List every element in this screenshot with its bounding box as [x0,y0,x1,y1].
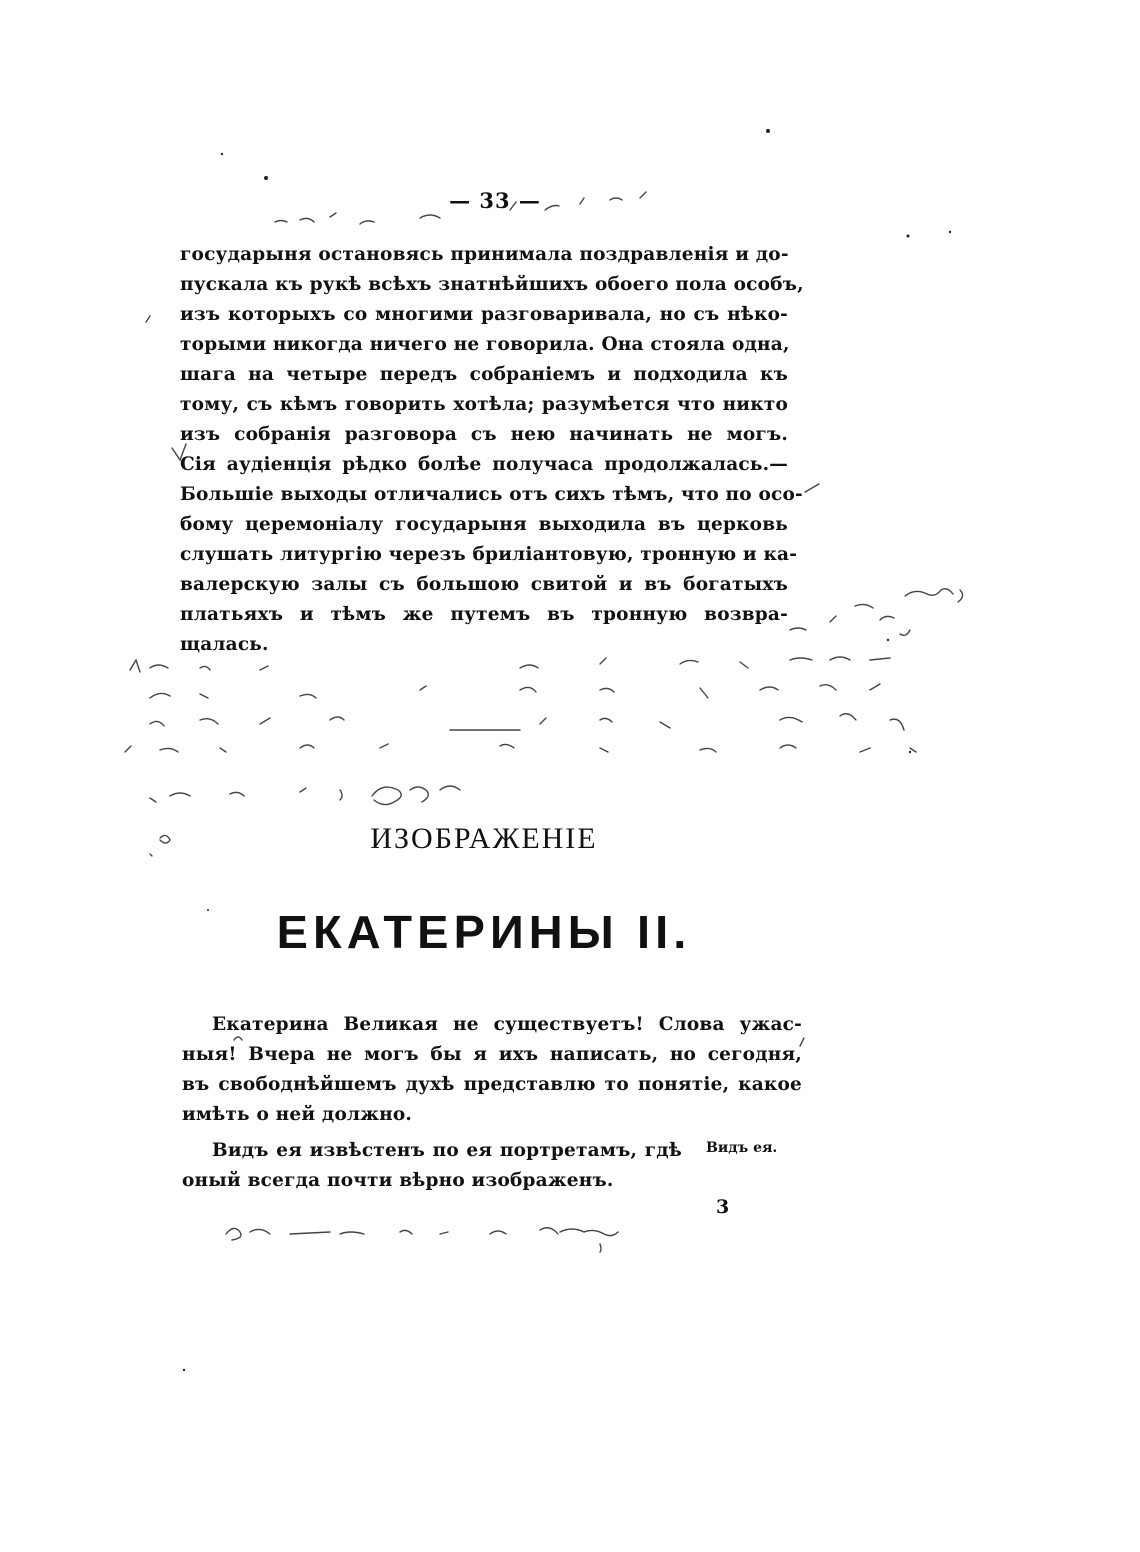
text-line: Сія аудіенція рѣдко болѣе получаса продолжалась.— [180,454,788,475]
text-line: Екатерина Великая не существуетъ! Слова ужас- [212,1014,802,1035]
section-title: ИЗОБРАЖЕНІЕ [370,822,598,855]
body-paragraph [180,240,804,660]
text-line: пускала къ рукѣ всѣхъ знатнѣйшихъ обоего пола особъ, [180,274,804,295]
text-line: имѣть о ней должно. [182,1104,413,1125]
text-line: тому, съ кѣмъ говорить хотѣла; разумѣется что никто [180,394,788,415]
body-paragraph-2 [182,1010,802,1130]
text-line: ныя! Вчера не могъ бы я ихъ написать, но сегодня, [182,1044,802,1065]
text-line: государыня остановясь принимала поздравленія и до- [180,244,789,265]
text-line: торыми никогда ничего не говорила. Она стояла одна, [180,334,790,355]
text-line: платьяхъ и тѣмъ же путемъ въ тронную возвра- [180,604,788,625]
text-line: въ свободнѣйшемъ духѣ представлю то понятіе, какое [182,1074,802,1095]
text-line: бому церемоніалу государыня выходила въ церковь [180,514,788,535]
text-line: изъ которыхъ со многими разговаривала, но съ нѣко- [180,304,788,325]
text-line: Большіе выходы отличались отъ сихъ тѣмъ, что по осо- [180,484,803,505]
text-line: оный всегда почти вѣрно изображенъ. [182,1170,614,1191]
text-line: щалась. [180,634,269,655]
section-subtitle: ЕКАТЕРИНЫ II. [276,906,692,958]
margin-note: Видъ ея. [706,1140,778,1156]
signature-mark: 3 [716,1196,730,1218]
text-line: шага на четыре передъ собраніемъ и подходила къ [180,364,788,385]
body-paragraph-3 [182,1136,682,1196]
text-line: слушать литургію черезъ бриліантовую, тронную и ка- [180,544,798,565]
text-line: валерскую залы съ большою свитой и въ богатыхъ [180,574,788,595]
text-line: Видъ ея извѣстенъ по ея портретамъ, гдѣ [212,1140,682,1161]
text-line: изъ собранія разговора съ нею начинать не могъ. [180,424,788,445]
page-number: — 33 — [449,188,541,213]
